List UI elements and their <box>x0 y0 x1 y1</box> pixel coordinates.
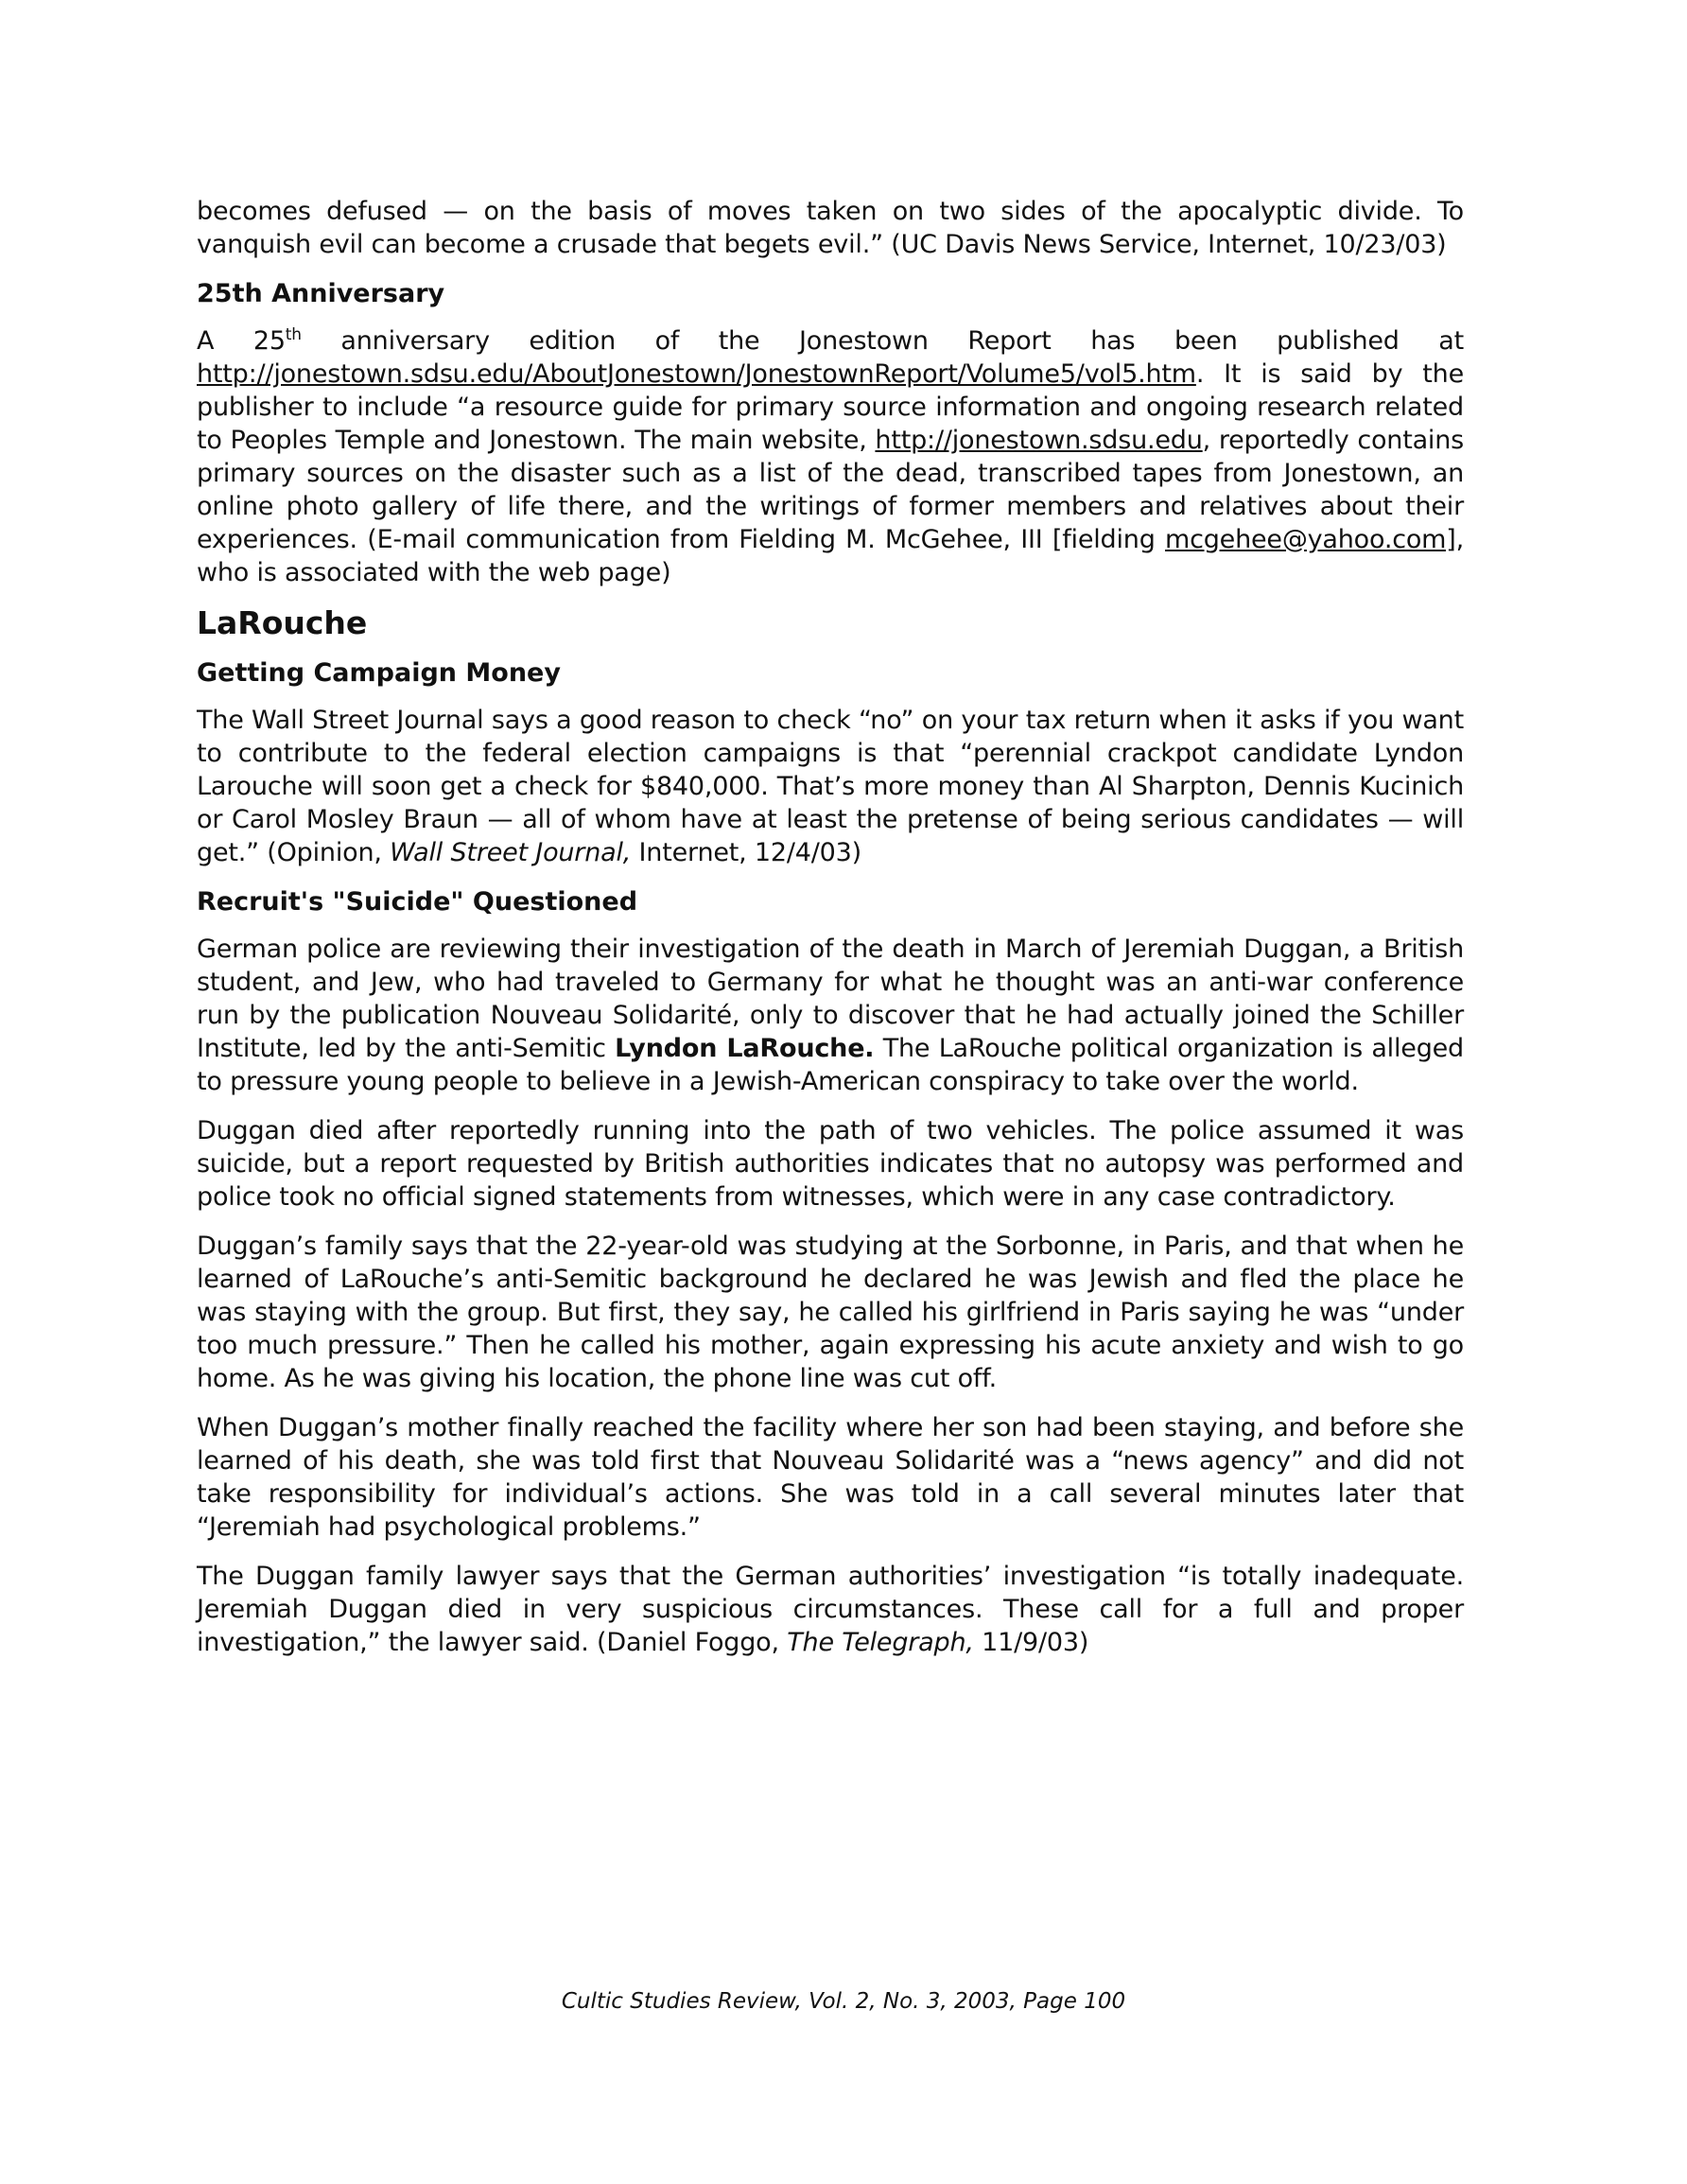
text-fragment: Internet, 12/4/03) <box>631 838 861 867</box>
text-fragment: The LaRouche political organization is alleged to pressure young people to believe in a Jewish-American conspiracy to take over the world. <box>197 1034 1464 1096</box>
publication-title: The Telegraph, <box>787 1628 974 1657</box>
email-link[interactable]: mcgehee@yahoo.com] <box>1164 525 1456 554</box>
recruit-paragraph-2: Duggan died after reportedly running into the path of two vehicles. The police assumed it was suicide, but a report requested by British authorities indicates that no autopsy was performed and police took no official signed statements from witnesses, which were in any case contradictory. <box>197 1116 1464 1212</box>
page-footer: Cultic Studies Review, Vol. 2, No. 3, 2003, Page 100 <box>561 1989 1126 2014</box>
recruit-paragraph-4: When Duggan’s mother finally reached the facility where her son had been staying, and before she learned of his death, she was told first that Nouveau Solidarité was a “news agency” and did not take responsibility for individual’s actions. She was told in a call several minutes later that “Jeremiah had psychological problems.” <box>197 1413 1464 1542</box>
text-fragment: anniversary edition of the Jonestown Report has been published at <box>301 326 1465 356</box>
intro-paragraph: becomes defused — on the basis of moves taken on two sides of the apocalyptic divide. To vanquish evil can become a crusade that begets evil.” (UC Davis News Service, Internet, 10/23/03) <box>197 197 1464 259</box>
jonestown-report-link[interactable]: http://jonestown.sdsu.edu/AboutJonestown/JonestownReport/Volume5/vol5.htm <box>197 359 1196 389</box>
document-page <box>197 195 1464 1675</box>
ordinal-superscript: th <box>285 325 302 344</box>
recruit-paragraph-5 <box>197 1560 1464 1659</box>
text-fragment: . It is said by the publisher to include “a resource guide for primary source information and ongoing research related to Peoples Temple and Jonestown. The main website, <box>197 359 1464 455</box>
jonestown-website-link[interactable]: http://jonestown.sdsu.edu <box>875 426 1203 455</box>
text-fragment: , reportedly contains primary sources on the disaster such as a list of the dead, transcribed tapes from Jonestown, an online photo gallery of life there, and the writings of former members and relatives about their experiences. (E-mail communication from Fielding M. McGehee, III [fielding <box>197 426 1465 554</box>
publication-title: Wall Street Journal, <box>390 838 632 867</box>
text-fragment: German police are reviewing their investigation of the death in March of Jeremiah Duggan, a British student, and Jew, who had traveled to Germany for what he thought was an anti-war conference run by the publication Nouveau Solidarité, only to discover that he had actually joined the Schiller Institute, led by the anti-Semitic <box>197 935 1464 1063</box>
bold-name: Lyndon LaRouche. <box>615 1034 875 1063</box>
heading-25th-anniversary: 25th Anniversary <box>197 279 445 308</box>
text-fragment: 11/9/03) <box>973 1628 1089 1657</box>
text-fragment: A 25 <box>197 326 286 356</box>
recruit-paragraph-1 <box>197 933 1464 1098</box>
recruit-paragraph-3: Duggan’s family says that the 22-year-old was studying at the Sorbonne, in Paris, and that when he learned of LaRouche’s anti-Semitic background he declared he was Jewish and fled the place he was staying with the group. But first, they say, he called his girlfriend in Paris saying he was “under too much pressure.” Then he called his mother, again expressing his acute anxiety and wish to go home. As he was giving his location, the phone line was cut off. <box>197 1232 1464 1393</box>
heading-recruit-suicide-questioned: Recruit's "Suicide" Questioned <box>197 887 638 917</box>
text-fragment: The Duggan family lawyer says that the German authorities’ investigation “is totally inadequate. Jeremiah Duggan died in very suspicious circumstances. These call for a full and proper investigation,” the lawyer said. (Daniel Foggo, <box>197 1562 1464 1657</box>
heading-larouche: LaRouche <box>197 604 368 641</box>
text-fragment: The Wall Street Journal says a good reason to check “no” on your tax return when it asks if you want to contribute to the federal election campaigns is that “perennial crackpot candidate Lyndon Larouche will soon get a check for $840,000. That’s more money than Al Sharpton, Dennis Kucinich or Carol Mosley Braun — all of whom have at least the pretense of being serious candidates — will get.” (Opinion, <box>197 706 1464 867</box>
anniversary-paragraph <box>197 324 1464 589</box>
campaign-paragraph <box>197 704 1464 869</box>
heading-getting-campaign-money: Getting Campaign Money <box>197 658 561 688</box>
text-fragment: , who is associated with the web page) <box>197 525 1464 587</box>
